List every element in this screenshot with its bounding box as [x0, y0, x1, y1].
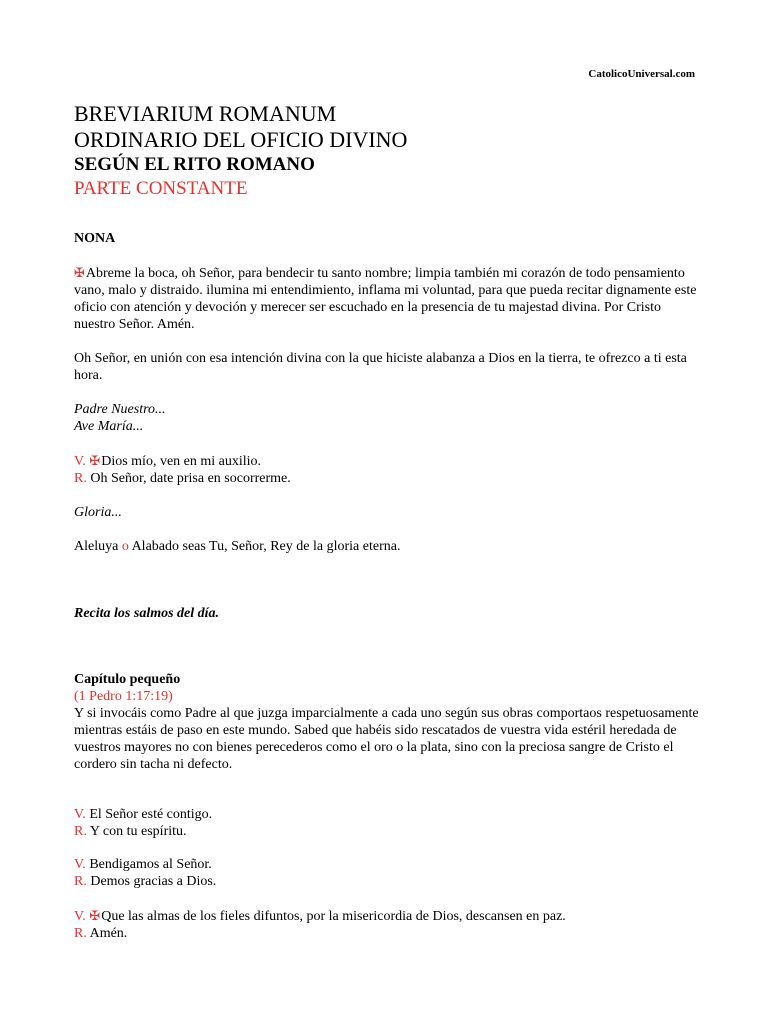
response-text: Amén.: [89, 926, 128, 941]
versicle-text: Bendigamos al Señor.: [89, 857, 212, 872]
response-text: Y con tu espíritu.: [89, 824, 187, 839]
chapter-reference: (1 Pedro 1:17:19): [74, 689, 173, 704]
versicle-line: [74, 806, 704, 823]
response-marker: R.: [74, 824, 87, 839]
aleluya-line: [74, 538, 704, 555]
chapter-text: Y si invocáis como Padre al que juzga imparcialmente a cada uno según sus obras comportaos respetuosamente mientras estáis de paso en este mundo. Sabed que habéis sido rescatados de vuestra vida estéril heredada de vuestros mayores no con bienes perecederos como el oro o la plata, sino con la preciosa sangre de Cristo el cordero sin tacha ni defecto.: [74, 706, 699, 772]
versicle-marker: V.: [74, 454, 86, 469]
versicle-marker: V.: [74, 857, 86, 872]
response-line: [74, 823, 704, 840]
response-marker: R.: [74, 926, 87, 941]
response-marker: R.: [74, 874, 87, 889]
versicle-text: El Señor esté contigo.: [89, 807, 213, 822]
title-ordinario: ORDINARIO DEL OFICIO DIVINO: [74, 127, 408, 152]
title-rito: SEGÚN EL RITO ROMANO: [74, 154, 315, 175]
response-line: [74, 470, 704, 487]
psalms-instruction: Recita los salmos del día.: [74, 606, 220, 621]
alabado-text: Alabado seas Tu, Señor, Rey de la gloria eterna.: [131, 539, 401, 554]
title-parte: PARTE CONSTANTE: [74, 178, 248, 199]
response-line: [74, 873, 704, 890]
aleluya-text: Aleluya: [74, 539, 119, 554]
cross-icon: ✠: [89, 454, 101, 469]
opening-prayer-text: Abreme la boca, oh Señor, para bendecir tu santo nombre; limpia también mi corazón de todo pensamiento vano, malo y distraido. ilumina mi entendimiento, inflama mi voluntad, para que pueda recitar dignamente este oficio con atención y devoción y merecer ser escuchado en la presencia de tu majestad divina. Por Cristo nuestro Señor. Amén.: [74, 266, 697, 332]
cross-icon: ✠: [89, 909, 101, 924]
or-connector: o: [121, 539, 129, 554]
response-line: [74, 925, 704, 942]
title-block: [74, 101, 714, 201]
versicle-line: [74, 453, 704, 470]
site-name: CatolicoUniversal.com: [588, 68, 695, 80]
versicle-text: Que las almas de los fieles difuntos, por la misericordia de Dios, descansen en paz.: [101, 909, 566, 924]
versicle-marker: V.: [74, 807, 86, 822]
padre-nuestro: Padre Nuestro...: [74, 402, 166, 417]
title-breviarium: BREVIARIUM ROMANUM: [74, 101, 337, 126]
ave-maria: Ave María...: [74, 419, 144, 434]
chapter-title: Capítulo pequeño: [74, 672, 181, 687]
opening-prayer: [74, 265, 704, 333]
response-marker: R.: [74, 471, 87, 486]
response-text: Demos gracias a Dios.: [90, 874, 217, 889]
cross-icon: ✠: [74, 266, 85, 281]
response-text: Oh Señor, date prisa en socorrerme.: [90, 471, 291, 486]
versicle-marker: V.: [74, 909, 86, 924]
hour-heading: NONA: [74, 231, 116, 246]
gloria: Gloria...: [74, 505, 122, 520]
versicle-line: [74, 856, 704, 873]
versicle-text: Dios mío, ven en mi auxilio.: [101, 454, 262, 469]
offering-paragraph: Oh Señor, en unión con esa intención divina con la que hiciste alabanza a Dios en la tierra, te ofrezco a ti esta hora.: [74, 351, 687, 383]
versicle-line: [74, 908, 704, 925]
